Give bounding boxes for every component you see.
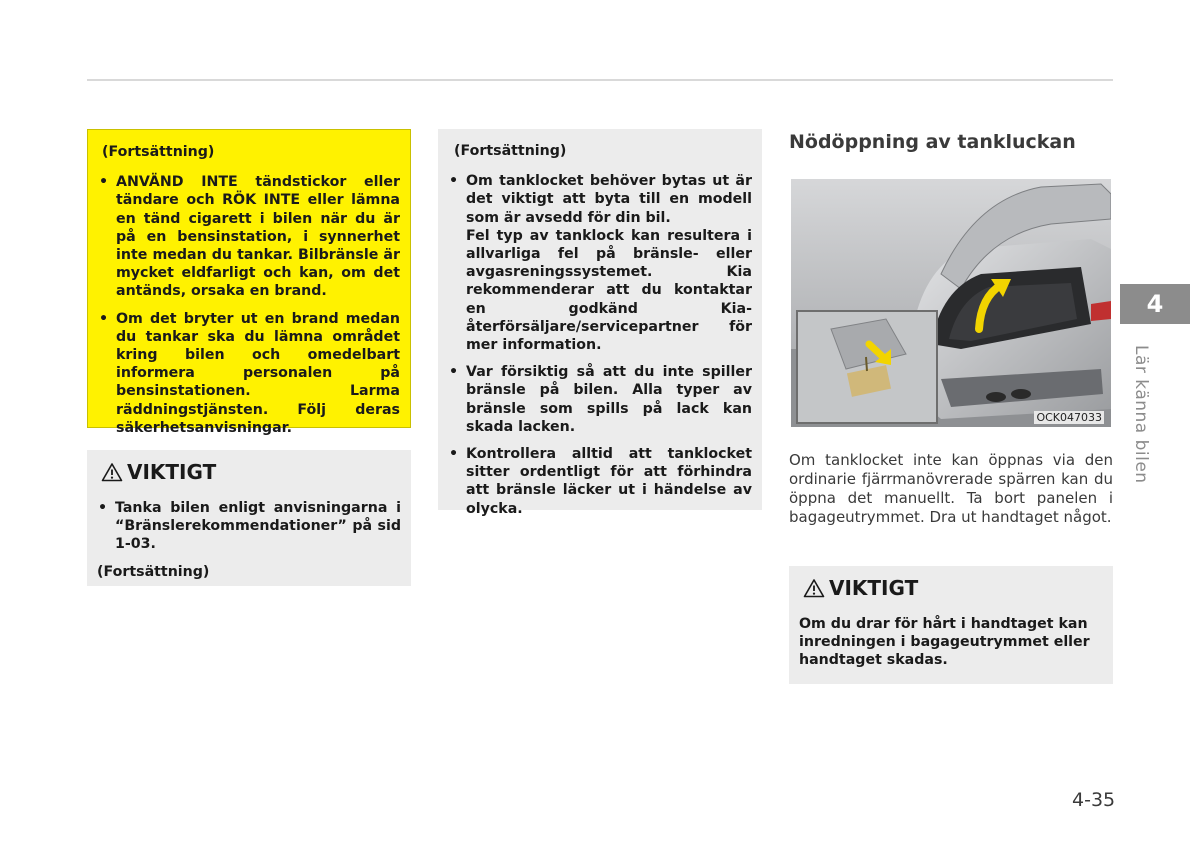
continued-label: (Fortsättning) bbox=[454, 143, 567, 159]
chapter-tab: 4 bbox=[1120, 284, 1190, 324]
list-item: • Om tanklocket behöver bytas ut är det viktigt att byta till en modell som är avsedd för din bil. Fel typ av tanklock kan resultera i allvarliga fel på bränsle- eller avgasreningssystemet. Kia rekommenderar att du kontaktar en godkänd Kia-återförsäljare/servicepartner för mer information. bbox=[448, 172, 752, 354]
warning-box bbox=[87, 129, 411, 436]
important-box bbox=[789, 566, 1113, 684]
important-list bbox=[97, 499, 401, 554]
warning-triangle-icon bbox=[101, 462, 123, 482]
list-item: • Var försiktig så att du inte spiller bränsle på bilen. Alla typer av bränsle som spills på lack kan skada lacken. bbox=[448, 363, 752, 436]
list-item: • Kontrollera alltid att tanklocket sitter ordentligt för att förhindra att bränsle läcker ut i händelse av olycka. bbox=[448, 445, 752, 518]
important-box bbox=[87, 450, 411, 586]
important-heading-text: VIKTIGT bbox=[829, 575, 919, 600]
important-heading bbox=[803, 575, 1103, 601]
list-item: • ANVÄND INTE tändstickor eller tändare och RÖK INTE eller lämna en tänd cigarett i bilen när du är på en bensinstation, i synnerhet inte medan du tankar. Bilbränsle är mycket eldfarligt och kan, om det antänds, orsaka en brand. bbox=[98, 173, 400, 300]
top-rule bbox=[87, 79, 1113, 81]
body-paragraph: Om tanklocket inte kan öppnas via den ordinarie fjärrmanövrerade spärren kan du öppna det manuellt. Ta bort panelen i bagageutrymmet. Dra ut handtaget något. bbox=[789, 451, 1113, 526]
section-title: Nödöppning av tankluckan bbox=[789, 131, 1076, 153]
chapter-title: Lär känna bilen bbox=[1131, 345, 1151, 484]
list-item: • Om det bryter ut en brand medan du tankar ska du lämna området kring bilen och omedelbart informera personalen på bensinstationen. Larma räddningstjänsten. Följ deras säkerhetsanvisningar. bbox=[98, 310, 400, 437]
caution-box bbox=[438, 129, 762, 517]
continued-label: (Fortsättning) bbox=[97, 563, 210, 580]
continued-label: (Fortsättning) bbox=[102, 144, 215, 160]
warning-triangle-icon bbox=[803, 578, 825, 598]
page-number: 4-35 bbox=[1072, 789, 1116, 811]
image-code: OCK047033 bbox=[1036, 411, 1102, 424]
important-heading bbox=[101, 459, 401, 485]
important-text: Om du drar för hårt i handtaget kan inredningen i bagageutrymmet eller handtaget skadas. bbox=[799, 616, 1090, 669]
important-heading-text: VIKTIGT bbox=[127, 459, 217, 484]
list-item: • Tanka bilen enligt anvisningarna i “Bränslerekommendationer” på sid 1-03. bbox=[97, 499, 401, 554]
warning-list bbox=[98, 173, 400, 437]
caution-list bbox=[448, 172, 752, 518]
car-trunk-illustration bbox=[791, 179, 1111, 427]
